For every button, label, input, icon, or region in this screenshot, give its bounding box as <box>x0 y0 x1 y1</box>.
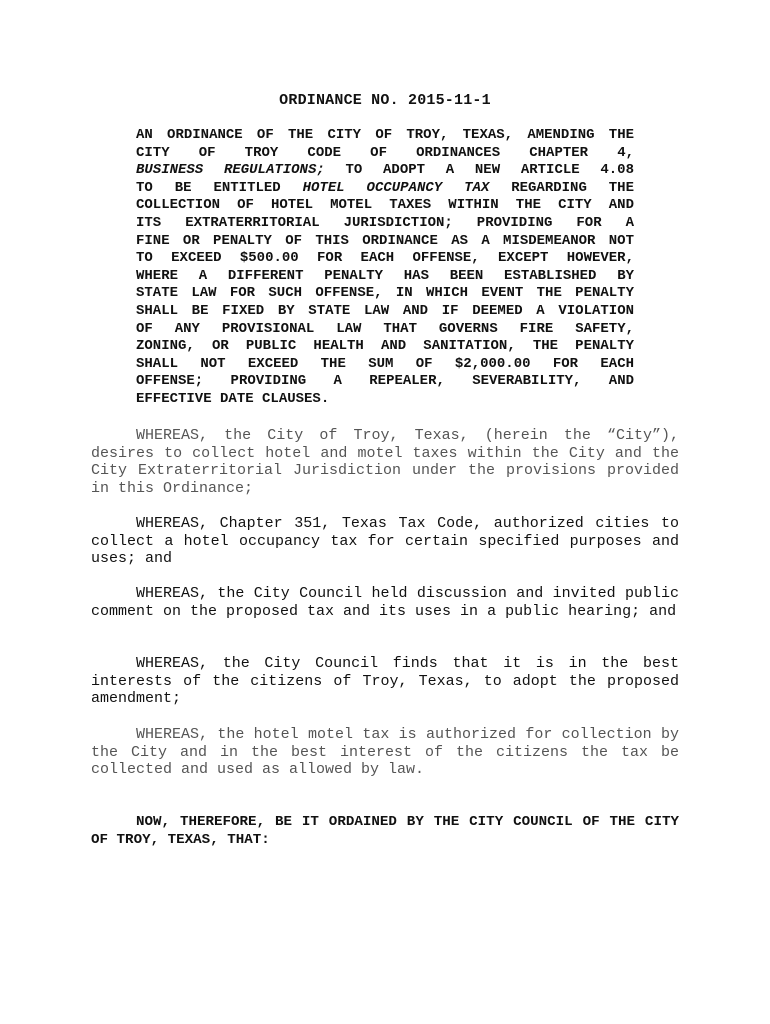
caption-text: OF ANY PROVISIONAL LAW THAT GOVERNS FIRE SAFETY, <box>136 320 634 337</box>
caption-line <box>136 233 634 251</box>
caption-text: SHALL BE FIXED BY STATE LAW AND IF DEEMED A VIOLATION <box>136 302 634 319</box>
caption-italic-text: BUSINESS REGULATIONS; <box>136 162 325 179</box>
caption-text: CITY OF TROY CODE OF ORDINANCES CHAPTER 4, <box>136 144 634 161</box>
caption-line <box>136 356 634 374</box>
caption-line <box>136 391 634 409</box>
caption-line <box>136 338 634 356</box>
caption-line <box>136 215 634 233</box>
caption-text: ZONING, OR PUBLIC HEALTH AND SANITATION, THE PENALTY <box>136 338 634 355</box>
caption-line <box>136 127 634 145</box>
whereas-paragraph-2: WHEREAS, Chapter 351, Texas Tax Code, authorized cities to collect a hotel occupancy tax for certain specified purposes and uses; and <box>91 515 679 568</box>
caption-line <box>136 285 634 303</box>
whereas-paragraph-4: WHEREAS, the City Council finds that it is in the best interests of the citizens of Troy, Texas, to adopt the proposed amendment; <box>91 655 679 708</box>
caption-line <box>136 373 634 391</box>
caption-text: EFFECTIVE DATE CLAUSES. <box>136 390 330 407</box>
caption-line <box>136 145 634 163</box>
caption-text: TO ADOPT A NEW ARTICLE 4.08 <box>324 162 634 179</box>
whereas-paragraph-3: WHEREAS, the City Council held discussion and invited public comment on the proposed tax and its uses in a public hearing; and <box>91 585 679 620</box>
caption-italic-text: HOTEL OCCUPANCY TAX <box>302 179 490 196</box>
caption-text: TO EXCEED $500.00 FOR EACH OFFENSE, EXCEPT HOWEVER, <box>136 250 634 267</box>
caption-text: AN ORDINANCE OF THE CITY OF TROY, TEXAS, AMENDING THE <box>136 127 634 143</box>
caption-line <box>136 321 634 339</box>
caption-line <box>136 180 634 198</box>
ordinance-caption <box>136 127 634 409</box>
caption-text: SHALL NOT EXCEED THE SUM OF $2,000.00 FOR EACH <box>136 355 634 372</box>
caption-text: OFFENSE; PROVIDING A REPEALER, SEVERABILITY, AND <box>136 373 634 390</box>
caption-line <box>136 197 634 215</box>
whereas-paragraph-1: WHEREAS, the City of Troy, Texas, (herein the “City”), desires to collect hotel and motel taxes within the City and the City Extraterritorial Jurisdiction under the provisions provided in this Ordinance; <box>91 427 679 497</box>
caption-line <box>136 268 634 286</box>
caption-text: ITS EXTRATERRITORIAL JURISDICTION; PROVIDING FOR A <box>136 214 634 231</box>
whereas-paragraph-5: WHEREAS, the hotel motel tax is authorized for collection by the City and in the best interest of the citizens the tax be collected and used as allowed by law. <box>91 726 679 779</box>
caption-text: STATE LAW FOR SUCH OFFENSE, IN WHICH EVENT THE PENALTY <box>136 285 634 302</box>
caption-text: FINE OR PENALTY OF THIS ORDINANCE AS A MISDEMEANOR NOT <box>136 232 634 249</box>
ordinance-title: ORDINANCE NO. 2015-11-1 <box>279 92 491 109</box>
caption-text: WHERE A DIFFERENT PENALTY HAS BEEN ESTABLISHED BY <box>136 267 634 284</box>
caption-line <box>136 162 634 180</box>
caption-text: TO BE ENTITLED <box>136 179 303 196</box>
caption-line <box>136 303 634 321</box>
caption-text: REGARDING THE <box>489 179 634 196</box>
caption-text: COLLECTION OF HOTEL MOTEL TAXES WITHIN THE CITY AND <box>136 197 634 214</box>
ordaining-clause: NOW, THEREFORE, BE IT ORDAINED BY THE CITY COUNCIL OF THE CITY OF TROY, TEXAS, THAT: <box>91 814 679 848</box>
caption-line <box>136 250 634 268</box>
